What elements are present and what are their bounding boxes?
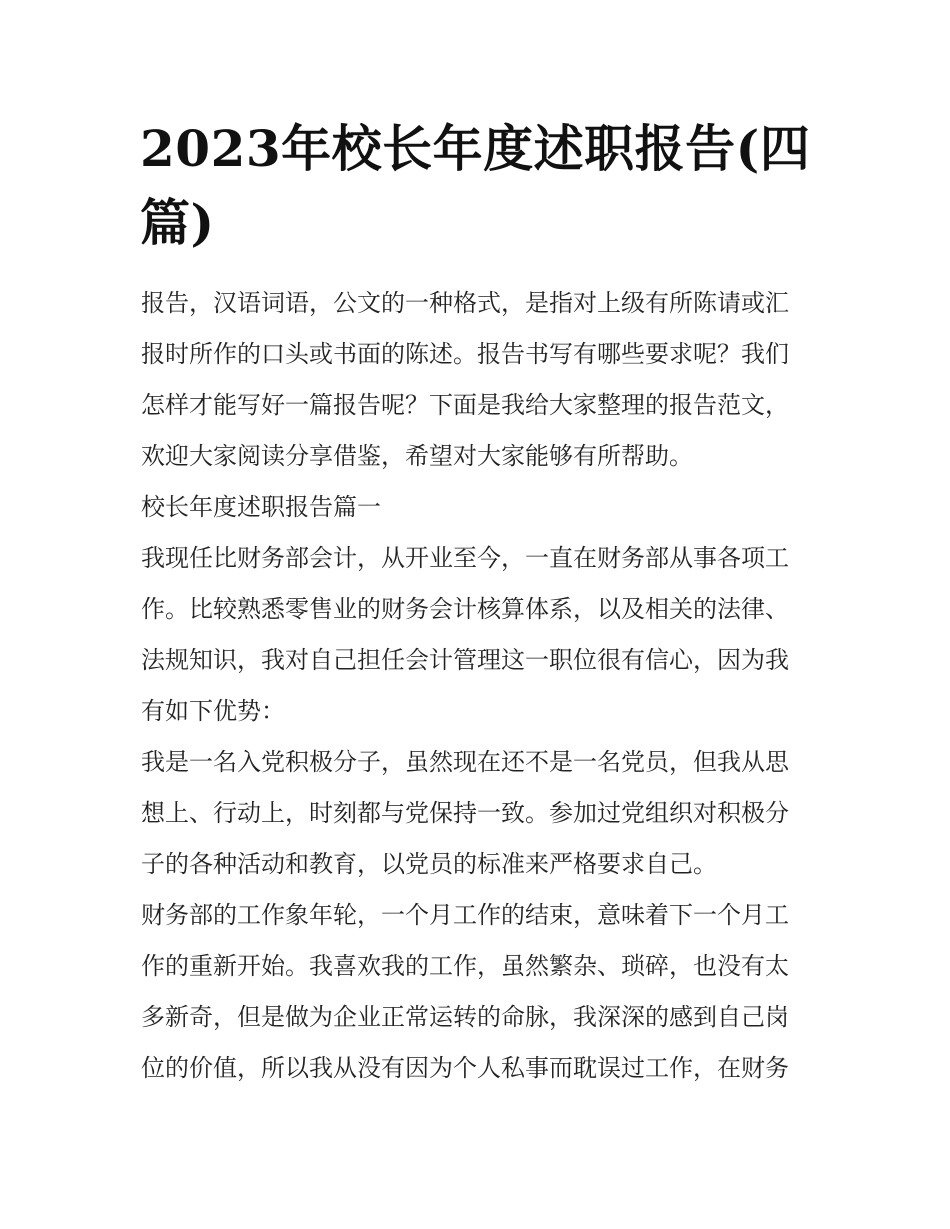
body-line: 想上、行动上，时刻都与党保持一致。参加过党组织对积极分 (141, 799, 789, 827)
body-line: 位的价值，所以我从没有因为个人私事而耽误过工作，在财务 (141, 1054, 789, 1082)
body-line: 怎样才能写好一篇报告呢？下面是我给大家整理的报告范文， (141, 391, 789, 419)
body-line: 我现任比财务部会计，从开业至今，一直在财务部从事各项工 (141, 544, 789, 572)
body-line: 报时所作的口头或书面的陈述。报告书写有哪些要求呢？我们 (141, 340, 789, 368)
body-line: 欢迎大家阅读分享借鉴，希望对大家能够有所帮助。 (141, 442, 693, 470)
body-line: 作。比较熟悉零售业的财务会计核算体系，以及相关的法律、 (141, 595, 789, 623)
body-line: 多新奇，但是做为企业正常运转的命脉，我深深的感到自己岗 (141, 1003, 789, 1031)
body-line: 法规知识，我对自己担任会计管理这一职位很有信心，因为我 (141, 646, 789, 674)
document-title: 2023年校长年度述职报告(四篇) (140, 119, 811, 252)
document-body (141, 278, 813, 1094)
body-line: 子的各种活动和教育，以党员的标准来严格要求自己。 (141, 850, 717, 878)
body-line: 报告，汉语词语，公文的一种格式，是指对上级有所陈请或汇 (141, 289, 789, 317)
body-line: 财务部的工作象年轮，一个月工作的结束，意味着下一个月工 (141, 901, 789, 929)
body-line: 我是一名入党积极分子，虽然现在还不是一名党员，但我从思 (141, 748, 789, 776)
section-heading: 校长年度述职报告篇一 (141, 493, 381, 521)
body-line: 作的重新开始。我喜欢我的工作，虽然繁杂、琐碎，也没有太 (141, 952, 789, 980)
body-line: 有如下优势： (141, 697, 285, 725)
